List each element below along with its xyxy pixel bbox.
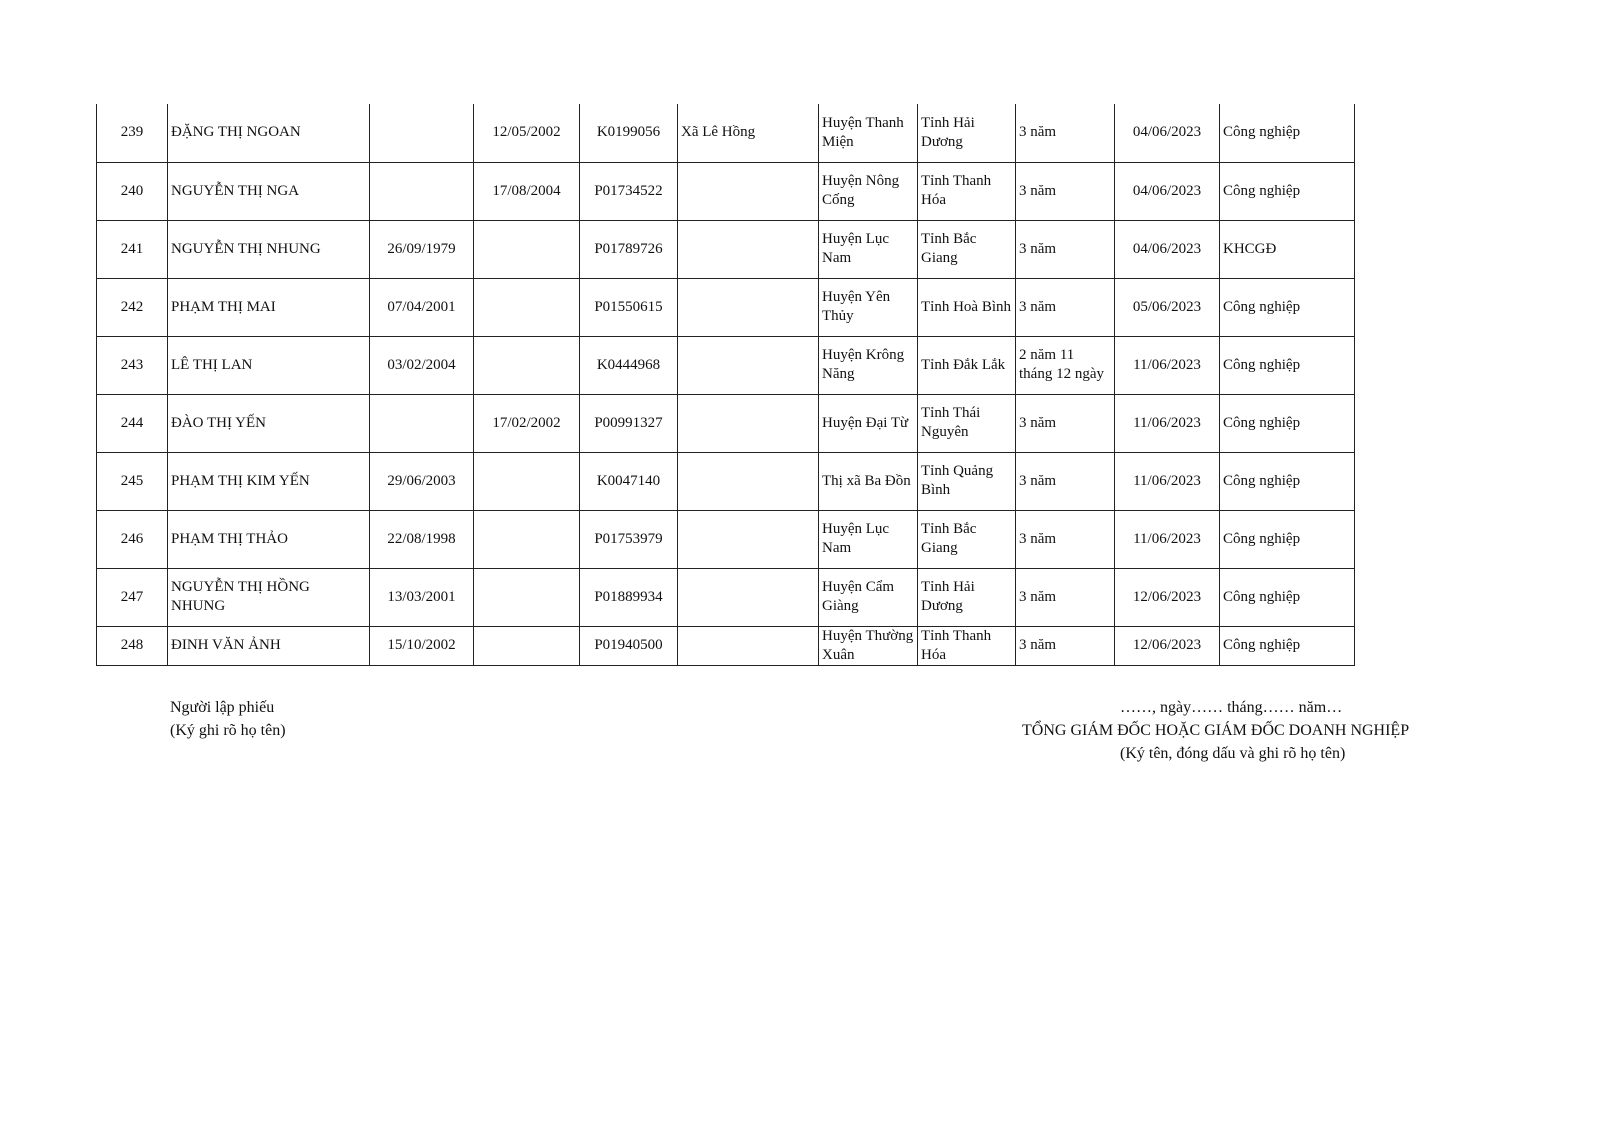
table-row	[97, 220, 1355, 278]
departure-date: 11/06/2023	[1115, 336, 1220, 394]
departure-date: 12/06/2023	[1115, 568, 1220, 626]
id-number: P01753979	[580, 510, 678, 568]
contract-duration: 3 năm	[1016, 278, 1115, 336]
commune	[678, 336, 819, 394]
id-number: P01789726	[580, 220, 678, 278]
table-row	[97, 510, 1355, 568]
departure-date: 11/06/2023	[1115, 394, 1220, 452]
table-row	[97, 568, 1355, 626]
contract-duration: 3 năm	[1016, 162, 1115, 220]
dob-female	[474, 568, 580, 626]
dob-male: 13/03/2001	[370, 568, 474, 626]
dob-female: 17/02/2002	[474, 394, 580, 452]
row-number: 248	[97, 626, 168, 665]
dob-male	[370, 104, 474, 162]
commune	[678, 626, 819, 665]
district: Huyện Thanh Miện	[819, 104, 918, 162]
commune	[678, 394, 819, 452]
commune	[678, 568, 819, 626]
district: Huyện Lục Nam	[819, 510, 918, 568]
id-number: K0047140	[580, 452, 678, 510]
district: Huyện Krông Năng	[819, 336, 918, 394]
preparer-title: Người lập phiếu	[170, 699, 275, 716]
director-title: TỔNG GIÁM ĐỐC HOẶC GIÁM ĐỐC DOANH NGHIỆP	[1022, 722, 1410, 739]
job-sector: Công nghiệp	[1220, 104, 1355, 162]
table-row	[97, 162, 1355, 220]
contract-duration: 3 năm	[1016, 220, 1115, 278]
job-sector: Công nghiệp	[1220, 336, 1355, 394]
contract-duration: 2 năm 11 tháng 12 ngày	[1016, 336, 1115, 394]
row-number: 242	[97, 278, 168, 336]
province: Tỉnh Hải Dương	[918, 104, 1016, 162]
province: Tỉnh Thanh Hóa	[918, 626, 1016, 665]
contract-duration: 3 năm	[1016, 104, 1115, 162]
worker-name: NGUYỄN THỊ HỒNG NHUNG	[168, 568, 370, 626]
contract-duration: 3 năm	[1016, 452, 1115, 510]
dob-female: 17/08/2004	[474, 162, 580, 220]
dob-male: 07/04/2001	[370, 278, 474, 336]
departure-date: 12/06/2023	[1115, 626, 1220, 665]
commune	[678, 278, 819, 336]
district: Huyện Đại Từ	[819, 394, 918, 452]
job-sector: Công nghiệp	[1220, 452, 1355, 510]
id-number: P01734522	[580, 162, 678, 220]
province: Tỉnh Thanh Hóa	[918, 162, 1016, 220]
id-number: P01940500	[580, 626, 678, 665]
district: Huyện Lục Nam	[819, 220, 918, 278]
province: Tỉnh Hoà Bình	[918, 278, 1016, 336]
worker-name: ĐÀO THỊ YẾN	[168, 394, 370, 452]
id-number: P01889934	[580, 568, 678, 626]
dob-female	[474, 452, 580, 510]
contract-duration: 3 năm	[1016, 626, 1115, 665]
departure-date: 11/06/2023	[1115, 510, 1220, 568]
departure-date: 04/06/2023	[1115, 104, 1220, 162]
id-number: K0444968	[580, 336, 678, 394]
id-number: P00991327	[580, 394, 678, 452]
commune: Xã Lê Hồng	[678, 104, 819, 162]
table-row	[97, 626, 1355, 665]
id-number: P01550615	[580, 278, 678, 336]
worker-name: NGUYỄN THỊ NGA	[168, 162, 370, 220]
row-number: 241	[97, 220, 168, 278]
dob-female	[474, 278, 580, 336]
district: Huyện Cẩm Giàng	[819, 568, 918, 626]
worker-name: PHẠM THỊ KIM YẾN	[168, 452, 370, 510]
dob-male: 29/06/2003	[370, 452, 474, 510]
district: Huyện Nông Cống	[819, 162, 918, 220]
commune	[678, 220, 819, 278]
job-sector: KHCGĐ	[1220, 220, 1355, 278]
row-number: 243	[97, 336, 168, 394]
dob-male: 03/02/2004	[370, 336, 474, 394]
row-number: 240	[97, 162, 168, 220]
job-sector: Công nghiệp	[1220, 626, 1355, 665]
dob-male: 15/10/2002	[370, 626, 474, 665]
worker-name: PHẠM THỊ MAI	[168, 278, 370, 336]
dob-male	[370, 394, 474, 452]
dob-female	[474, 510, 580, 568]
commune	[678, 510, 819, 568]
district: Huyện Yên Thủy	[819, 278, 918, 336]
contract-duration: 3 năm	[1016, 394, 1115, 452]
dob-female: 12/05/2002	[474, 104, 580, 162]
table-row	[97, 278, 1355, 336]
contract-duration: 3 năm	[1016, 568, 1115, 626]
job-sector: Công nghiệp	[1220, 510, 1355, 568]
province: Tỉnh Đắk Lắk	[918, 336, 1016, 394]
row-number: 247	[97, 568, 168, 626]
job-sector: Công nghiệp	[1220, 278, 1355, 336]
table-row	[97, 452, 1355, 510]
table-row	[97, 104, 1355, 162]
worker-name: PHẠM THỊ THẢO	[168, 510, 370, 568]
dob-male	[370, 162, 474, 220]
dob-male: 22/08/1998	[370, 510, 474, 568]
dob-female	[474, 220, 580, 278]
signature-date-line: ……, ngày…… tháng…… năm…	[1120, 699, 1343, 716]
job-sector: Công nghiệp	[1220, 568, 1355, 626]
row-number: 239	[97, 104, 168, 162]
commune	[678, 162, 819, 220]
departure-date: 04/06/2023	[1115, 220, 1220, 278]
province: Tỉnh Hải Dương	[918, 568, 1016, 626]
province: Tỉnh Bắc Giang	[918, 510, 1016, 568]
departure-date: 04/06/2023	[1115, 162, 1220, 220]
departure-date: 11/06/2023	[1115, 452, 1220, 510]
table-row	[97, 336, 1355, 394]
director-note: (Ký tên, đóng dấu và ghi rõ họ tên)	[1120, 745, 1346, 762]
worker-roster-table	[96, 104, 1355, 666]
worker-name: ĐINH VĂN ẢNH	[168, 626, 370, 665]
district: Thị xã Ba Đồn	[819, 452, 918, 510]
worker-name: NGUYỄN THỊ NHUNG	[168, 220, 370, 278]
row-number: 245	[97, 452, 168, 510]
roster-body	[97, 104, 1355, 665]
departure-date: 05/06/2023	[1115, 278, 1220, 336]
district: Huyện Thường Xuân	[819, 626, 918, 665]
province: Tỉnh Bắc Giang	[918, 220, 1016, 278]
director-signature-block	[1010, 696, 1490, 765]
table-row	[97, 394, 1355, 452]
job-sector: Công nghiệp	[1220, 162, 1355, 220]
dob-female	[474, 336, 580, 394]
job-sector: Công nghiệp	[1220, 394, 1355, 452]
preparer-note: (Ký ghi rõ họ tên)	[170, 722, 286, 739]
commune	[678, 452, 819, 510]
dob-male: 26/09/1979	[370, 220, 474, 278]
id-number: K0199056	[580, 104, 678, 162]
row-number: 244	[97, 394, 168, 452]
worker-name: ĐẶNG THỊ NGOAN	[168, 104, 370, 162]
preparer-signature-block	[170, 696, 286, 742]
dob-female	[474, 626, 580, 665]
province: Tỉnh Quảng Bình	[918, 452, 1016, 510]
worker-name: LÊ THỊ LAN	[168, 336, 370, 394]
province: Tỉnh Thái Nguyên	[918, 394, 1016, 452]
contract-duration: 3 năm	[1016, 510, 1115, 568]
row-number: 246	[97, 510, 168, 568]
